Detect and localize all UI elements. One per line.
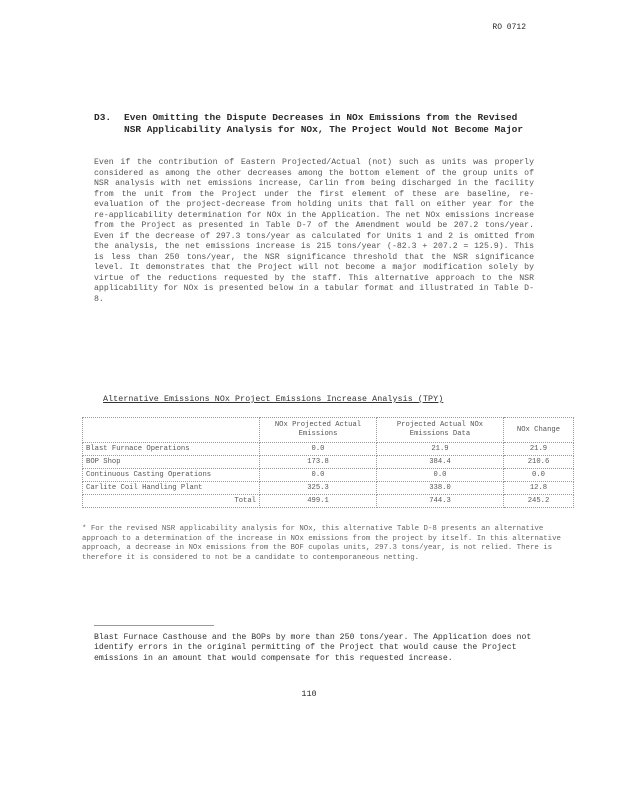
cell-value: 0.0 [260,443,377,456]
table-header-col-3: NOx Change [504,418,574,443]
footnote-divider [94,625,214,626]
cell-value: 210.6 [504,456,574,469]
table-total-row [83,495,574,508]
table-row [83,469,574,482]
cell-value: 21.9 [504,443,574,456]
cell-value: 0.0 [377,469,504,482]
table-header-col-1: NOx Projected Actual Emissions [260,418,377,443]
footnote: Blast Furnace Casthouse and the BOPs by more than 250 tons/year. The Application does not identify errors in the original permitting of the Project that would cause the Project emissions in an amount that would compensate for this requested increase. [94,633,532,663]
cell-value: 325.3 [260,482,377,495]
row-label: Continuous Casting Operations [83,469,260,482]
section-title: Even Omitting the Dispute Decreases in NOx Emissions from the Revised NSR Applicability Analysis for NOx, The Project Would Not Become Major [124,112,524,135]
table-title: Alternative Emissions NOx Project Emissions Increase Analysis (TPY) [103,395,444,404]
cell-value: 0.0 [260,469,377,482]
table-header-row [83,418,574,443]
body-paragraph: Even if the contribution of Eastern Projected/Actual (not) such as units was properly considered as among the other decreases among the bottom element of the group units of NSR analysis with net emissions increase, Carlin from being discharged in the facility from the unit from the Project under the first element of these are baseline, re-evaluation of the project-decrease from holding units that fall on either year for the re-applicability determination for NOx in the Application. The net NOx emissions increase from the Project as presented in Table D-7 of the Amendment would be 207.2 tons/year. Even if the decrease of 297.3 tons/year as calculated for Units 1 and 2 is omitted from the analysis, the net emissions increase is 215 tons/year (-82.3 + 207.2 = 125.9). This is less than 250 tons/year, the NSR significance threshold that the NSR significance level. It demonstrates that the Project will not become a major modification solely by virtue of the reductions requested by the staff. This alternative approach to the NSR applicability for NOx is presented below in a tabular format and illustrated in Table D-8. [94,158,534,304]
cell-value: 338.0 [377,482,504,495]
table-notes: * For the revised NSR applicability analysis for NOx, this alternative Table D-8 presents an alternative approach to a determination of the increase in NOx emissions from the project by itself. In this alternative approach, a decrease in NOx emissions from the BOF cupolas units, 297.3 tons/year, is not relied. There is therefore it is considered to not be a candidate to contemporaneous netting. [82,525,561,562]
table-header-label [83,418,260,443]
document-id: RO 0712 [492,23,526,32]
total-value: 744.3 [377,495,504,508]
emissions-table [82,417,574,508]
cell-value: 21.9 [377,443,504,456]
cell-value: 173.8 [260,456,377,469]
cell-value: 0.0 [504,469,574,482]
table-row [83,456,574,469]
total-label: Total [83,495,260,508]
row-label: Carlite Coil Handling Plant [83,482,260,495]
table-row [83,443,574,456]
cell-value: 384.4 [377,456,504,469]
table-row [83,482,574,495]
total-value: 245.2 [504,495,574,508]
cell-value: 12.8 [504,482,574,495]
section-number: D3. [94,112,112,123]
page-number: 110 [301,689,317,699]
table-header-col-2: Projected Actual NOx Emissions Data [377,418,504,443]
row-label: Blast Furnace Operations [83,443,260,456]
total-value: 499.1 [260,495,377,508]
row-label: BOP Shop [83,456,260,469]
